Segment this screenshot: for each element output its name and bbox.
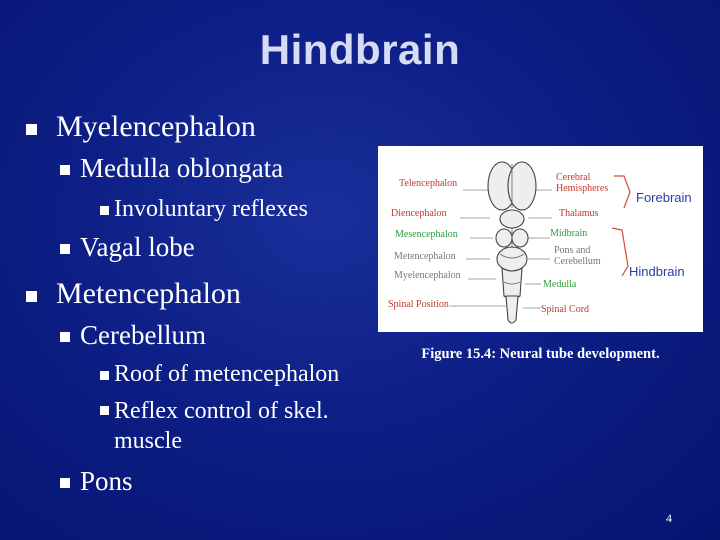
label-midbrain: Midbrain xyxy=(550,228,588,239)
bullet-square-icon xyxy=(100,371,109,380)
label-medulla: Medulla xyxy=(543,279,577,290)
bullet-text: Myelencephalon xyxy=(56,110,256,143)
bullet-medulla-oblongata xyxy=(60,153,283,184)
bullet-text: Metencephalon xyxy=(56,277,241,310)
bullet-text: Vagal lobe xyxy=(80,232,195,262)
neural-tube-figure xyxy=(378,146,703,332)
bullet-square-icon xyxy=(60,332,70,342)
bullet-pons xyxy=(60,466,133,497)
bullet-involuntary-reflexes xyxy=(100,196,308,223)
bullet-roof-of-metencephalon xyxy=(100,361,339,388)
label-diencephalon: Diencephalon xyxy=(391,208,447,219)
bullet-text: Pons xyxy=(80,466,133,496)
label-cerebral-hemispheres: Cerebral Hemispheres xyxy=(556,172,609,194)
bullet-text: Cerebellum xyxy=(80,320,206,350)
bullet-text: Roof of metencephalon xyxy=(114,361,340,387)
bullet-reflex-control xyxy=(100,396,374,456)
label-thalamus: Thalamus xyxy=(559,208,599,219)
label-pons-and-cerebellum: Pons and Cerebellum xyxy=(554,245,601,267)
bullet-metencephalon xyxy=(26,277,241,311)
slide-title: Hindbrain xyxy=(259,26,461,73)
bullet-square-icon xyxy=(26,291,37,302)
bullet-vagal-lobe xyxy=(60,232,195,263)
bullet-square-icon xyxy=(60,244,70,254)
label-metencephalon: Metencephalon xyxy=(394,251,456,262)
bullet-myelencephalon xyxy=(26,110,256,144)
label-spinal-cord: Spinal Cord xyxy=(541,304,590,315)
bullet-square-icon xyxy=(60,165,70,175)
figure-caption: Figure 15.4: Neural tube development. xyxy=(421,346,660,362)
bullet-square-icon xyxy=(60,478,70,488)
bullet-square-icon xyxy=(100,206,109,215)
label-myelencephalon: Myelencephalon xyxy=(394,270,461,281)
label-mesencephalon: Mesencephalon xyxy=(395,229,458,240)
label-telencephalon: Telencephalon xyxy=(399,178,458,189)
bullet-square-icon xyxy=(100,406,109,415)
bullet-text: Reflex control of skel. muscle xyxy=(114,398,329,454)
bullet-text: Involuntary reflexes xyxy=(114,196,308,222)
page-number: 4 xyxy=(666,511,672,525)
label-spinal-position: Spinal Position xyxy=(388,299,449,310)
bullet-text: Medulla oblongata xyxy=(80,153,284,183)
label-forebrain: Forebrain xyxy=(636,190,692,205)
bullet-cerebellum xyxy=(60,320,206,351)
label-hindbrain: Hindbrain xyxy=(629,264,685,279)
bullet-square-icon xyxy=(26,124,37,135)
